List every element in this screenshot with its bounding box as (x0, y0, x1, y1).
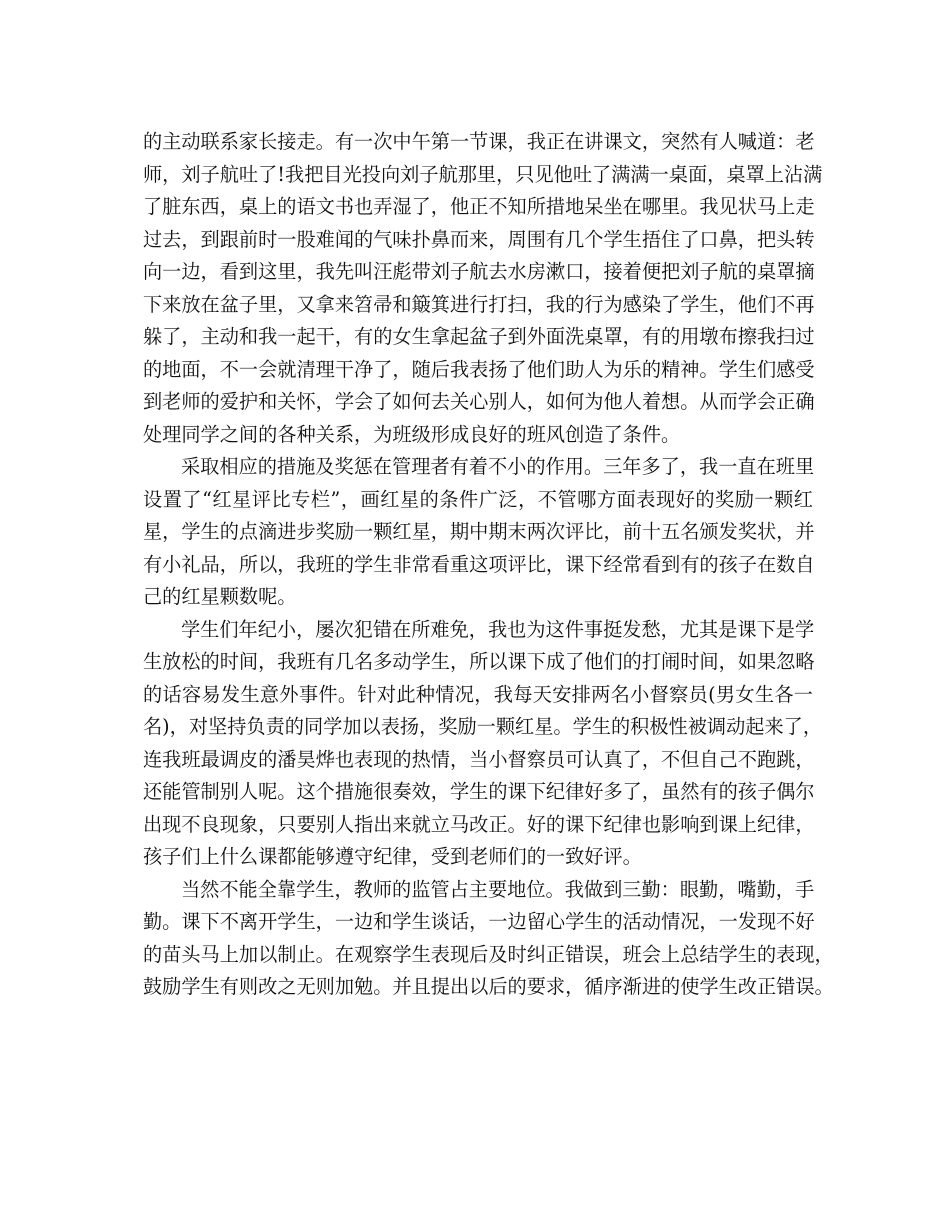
text-line: 向一边，看到这里，我先叫汪彪带刘子航去水房漱口，接着便把刘子航的桌罩摘 (143, 260, 815, 283)
text-line: 出现不良现象，只要别人指出来就立马改正。好的课下纪律也影响到课上纪律， (143, 812, 815, 836)
text-line: 生放松的时间，我班有几名多动学生，所以课下成了他们的打闹时间，如果忽略 (143, 650, 815, 673)
text-line: 鼓励学生有则改之无则加勉。并且提出以后的要求，循序渐进的使学生改正错误。 (143, 975, 834, 998)
text-line: 还能管制别人呢。这个措施很奏效，学生的课下纪律好多了，虽然有的孩子偶尔 (143, 780, 815, 803)
text-line: 到老师的爱护和关怀，学会了如何去关心别人，如何为他人着想。从而学会正确 (143, 390, 815, 413)
text-line: 当然不能全靠学生，教师的监管占主要地位。我做到三勤：眼勤，嘴勤，手 (181, 877, 815, 901)
text-line: 星，学生的点滴进步奖励一颗红星，期中期末两次评比，前十五名颁发奖状，并 (143, 520, 815, 543)
text-line: 设置了“红星评比专栏”，画红星的条件广泛，不管哪方面表现好的奖励一颗红 (143, 487, 813, 511)
text-line: 连我班最调皮的潘昊烨也表现的热情，当小督察员可认真了，不但自己不跑跳， (143, 747, 815, 771)
paragraph (143, 126, 823, 451)
text-line: 名)，对坚持负责的同学加以表扬，奖励一颗红星。学生的积极性被调动起来了， (143, 715, 823, 738)
text-line: 学生们年纪小，屡次犯错在所难免，我也为这件事挺发愁，尤其是课下是学 (181, 617, 815, 641)
paragraph (143, 451, 813, 614)
text-line: 过去，到跟前时一股难闻的气味扑鼻而来，周围有几个学生捂住了口鼻，把头转 (143, 227, 815, 251)
text-line: 孩子们上什么课都能够遵守纪律，受到老师们的一致好评。 (143, 845, 642, 868)
text-line: 了脏东西，桌上的语文书也弄湿了，他正不知所措地呆坐在哪里。我见状马上走 (143, 195, 815, 218)
text-line: 师，刘子航吐了!我把目光投向刘子航那里，只见他吐了满满一桌面，桌罩上沾满 (143, 162, 823, 186)
text-line: 的苗头马上加以制止。在观察学生表现后及时纠正错误，班会上总结学生的表现， (143, 942, 834, 966)
text-line: 有小礼品，所以，我班的学生非常看重这项评比，课下经常看到有的孩子在数自 (143, 552, 815, 576)
text-line: 的主动联系家长接走。有一次中午第一节课，我正在讲课文，突然有人喊道：老 (143, 130, 815, 153)
document-body (143, 126, 834, 1004)
text-line: 勤。课下不离开学生，一边和学生谈话，一边留心学生的活动情况，一发现不好 (143, 910, 815, 933)
paragraph (143, 614, 823, 874)
text-line: 己的红星颗数呢。 (143, 585, 297, 608)
text-line: 处理同学之间的各种关系，为班级形成良好的班风创造了条件。 (143, 422, 681, 446)
paragraph (143, 874, 834, 1004)
text-line: 下来放在盆子里，又拿来笤帚和簸箕进行打扫，我的行为感染了学生，他们不再 (143, 292, 815, 316)
text-line: 采取相应的措施及奖惩在管理者有着不小的作用。三年多了，我一直在班里 (181, 455, 815, 478)
text-line: 的地面，不一会就清理干净了，随后我表扬了他们助人为乐的精神。学生们感受 (143, 357, 815, 381)
text-line: 躲了，主动和我一起干，有的女生拿起盆子到外面洗桌罩，有的用墩布擦我扫过 (143, 325, 815, 348)
text-line: 的话容易发生意外事件。针对此种情况，我每天安排两名小督察员(男女生各一 (143, 682, 813, 706)
